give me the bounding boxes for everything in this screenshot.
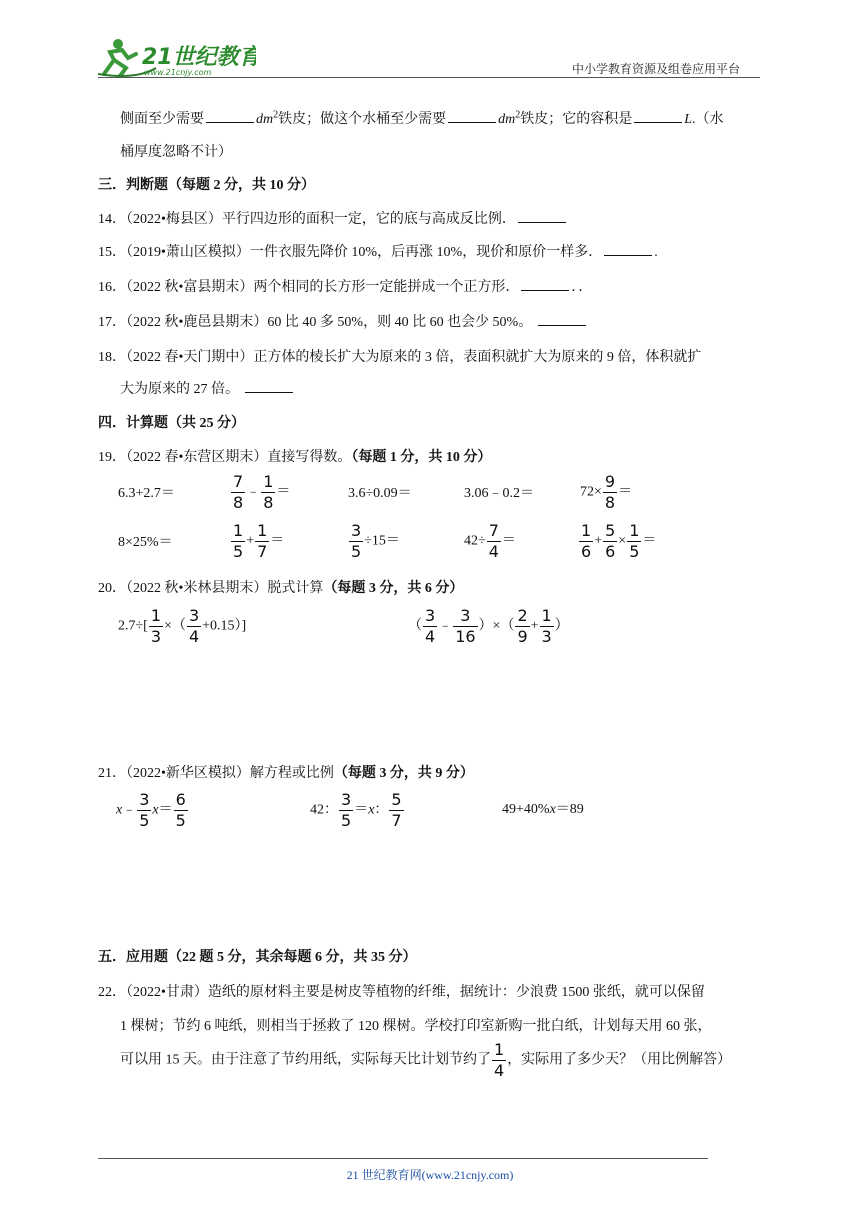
fraction: $\frac{5}{6}$ [605, 521, 616, 561]
fraction: $\frac{1}{5}$ [629, 521, 640, 561]
unit-dm: dm [256, 112, 274, 127]
q13-text-a: 侧面至少需要 [120, 112, 204, 127]
section-4-title: 四．计算题（共 25 分） [98, 416, 245, 431]
q20-text: 20．（2022 秋•米林县期末）脱式计算 [98, 581, 324, 596]
answer-blank[interactable] [634, 108, 682, 123]
question-16 [98, 276, 592, 296]
site-logo [96, 34, 256, 80]
platform-name: 中小学教育资源及组卷应用平台 [572, 62, 741, 76]
section-3-title: 三．判断题（每题 2 分，共 10 分） [98, 178, 315, 193]
q19-item-f: 8×25%＝ [118, 535, 173, 550]
fraction: $\frac{3}{4}$ [425, 606, 436, 646]
answer-blank[interactable] [448, 108, 496, 123]
q19-item-d: 3.06﹣0.2＝ [464, 486, 534, 501]
q20-score: （每题 3 分，共 6 分） [323, 581, 464, 596]
q13-text-c: 铁皮；它的容积是 [520, 112, 633, 127]
footer-link[interactable]: 21 世纪教育网(www.21cnjy.com) [346, 1168, 514, 1182]
q17-text: 17．（2022 秋•鹿邑县期末）60 比 40 多 50%，则 40 比 60 也会少 50%。 [98, 315, 533, 330]
q21-equation-c: 49+40%x＝89 [502, 802, 584, 817]
q20-expression-a: 2.7÷[ $\frac{1}{3}$ ×（ $\frac{3}{4}$ +0.15）] [118, 606, 247, 646]
fraction: $\frac{1}{3}$ [150, 606, 162, 646]
square-superscript: 2 [273, 109, 279, 121]
q19-item-c: 3.6÷0.09＝ [348, 486, 412, 501]
fraction: $\frac{7}{4}$ [488, 521, 499, 561]
question-20-head [98, 577, 463, 597]
q13-text-b: 铁皮；做这个水桶至少需要 [278, 112, 447, 127]
fraction: $\frac{1}{5}$ [233, 521, 244, 561]
runner-logo-icon [96, 34, 256, 80]
logo-text: 21世纪教育 [142, 45, 256, 70]
answer-blank[interactable] [245, 378, 293, 393]
fraction: $\frac{3}{4}$ [188, 606, 200, 646]
fraction: $\frac{6}{5}$ [175, 790, 186, 830]
section-5-title: 五．应用题（22 题 5 分，其余每题 6 分，共 35 分） [98, 950, 417, 965]
unit-liter: L [684, 112, 693, 127]
answer-blank[interactable] [538, 311, 586, 326]
q19-item-i: 42÷ $\frac{7}{4}$ ＝ [464, 521, 516, 561]
fraction: $\frac{1}{7}$ [257, 521, 268, 561]
fraction: $\frac{5}{7}$ [391, 790, 402, 830]
question-17 [98, 311, 588, 331]
fraction: $\frac{2}{9}$ [517, 606, 528, 646]
question-18-line2 [120, 378, 295, 398]
q20-expression-b: （ $\frac{3}{4}$ ﹣ $\frac{3}{16}$ ）×（ $\frac{2}{9}$ + $\frac{1}{3}$ ） [408, 606, 569, 646]
q15-text: 15．（2019•萧山区模拟）一件衣服先降价 10%，后再涨 10%，现价和原价一样多． [98, 245, 603, 260]
q19-item-e: 72× $\frac{9}{8}$ ＝ [580, 472, 633, 512]
question-19-head [98, 446, 491, 466]
q21-score: （每题 3 分，共 9 分） [333, 766, 474, 781]
unit-dm: dm [498, 112, 516, 127]
q21-equation-b: 42： $\frac{3}{5}$ ＝x： $\frac{5}{7}$ [310, 790, 402, 830]
q14-text: 14．（2022•梅县区）平行四边形的面积一定，它的底与高成反比例． [98, 212, 516, 227]
answer-blank[interactable] [521, 276, 569, 291]
fraction: $\frac{3}{5}$ [341, 790, 352, 830]
answer-blank[interactable] [206, 108, 254, 123]
fraction: $\frac{3}{5}$ [351, 521, 362, 561]
question-14 [98, 208, 568, 228]
q19-item-a: 6.3+2.7＝ [118, 486, 175, 501]
answer-blank[interactable] [604, 241, 652, 256]
question-22-line3: 可以用 15 天。由于注意了节约用纸，实际每天比计划节约了 $\frac{1}{4}$ ，实际用了多少天？（用比例解答） [120, 1040, 732, 1080]
question-15: 15．（2019•萧山区模拟）一件衣服先降价 10%，后再涨 10%，现价和原价一样多． . [98, 241, 658, 261]
q18-text: 大为原来的 27 倍。 [120, 382, 239, 397]
q19-score: （每题 1 分，共 10 分） [351, 450, 492, 465]
question-22-line2: 1 棵树；节约 6 吨纸，则相当于拯救了 120 棵树。学校打印室新购一批白纸，计划每天用 60 张， [120, 1019, 712, 1034]
square-superscript: 2 [515, 109, 521, 121]
q19-item-b: $\frac{7}{8}$ ﹣ $\frac{1}{8}$ ＝ [233, 472, 291, 512]
fraction: $\frac{9}{8}$ [604, 472, 616, 512]
q13-line2: 桶厚度忽略不计） [120, 145, 232, 160]
q19-text: 19．（2022 春•东营区期末）直接写得数。 [98, 450, 352, 465]
logo-url: www.21cnjy.com [144, 68, 212, 77]
q13-line1 [120, 108, 724, 128]
fraction: $\frac{1}{4}$ [494, 1040, 505, 1080]
answer-blank[interactable] [518, 208, 566, 223]
fraction: $\frac{3}{5}$ [139, 790, 150, 830]
q21-text: 21．（2022•新华区模拟）解方程或比例 [98, 766, 334, 781]
q19-item-g: $\frac{1}{5}$ + $\frac{1}{7}$ ＝ [233, 521, 285, 561]
q19-item-h: $\frac{3}{5}$ ÷15＝ [351, 521, 400, 561]
q19-item-j: $\frac{1}{6}$ + $\frac{5}{6}$ × $\frac{1}{5}$ ＝ [581, 521, 657, 561]
question-22-line1: 22．（2022•甘肃）造纸的原材料主要是树皮等植物的纤维，据统计：少浪费 1500 张纸，就可以保留 [98, 985, 705, 1000]
footer-divider [98, 1158, 708, 1159]
header-divider [98, 77, 760, 78]
question-21-head [98, 762, 474, 782]
fraction: $\frac{1}{8}$ [263, 472, 274, 512]
q16-tail: ．． [571, 280, 593, 295]
question-18-line1: 18．（2022 春•天门期中）正方体的棱长扩大为原来的 3 倍，表面积就扩大为原来的 9 倍，体积就扩 [98, 350, 702, 365]
fraction: $\frac{1}{3}$ [541, 606, 552, 646]
q13-text-d: .（水 [692, 112, 724, 127]
fraction: $\frac{3}{16}$ [455, 606, 476, 646]
q21-equation-a: x﹣ $\frac{3}{5}$ x＝ $\frac{6}{5}$ [116, 790, 186, 830]
q16-text: 16．（2022 秋•富县期末）两个相同的长方形一定能拼成一个正方形． [98, 280, 520, 295]
fraction: $\frac{7}{8}$ [233, 472, 244, 512]
fraction: $\frac{1}{6}$ [581, 521, 592, 561]
